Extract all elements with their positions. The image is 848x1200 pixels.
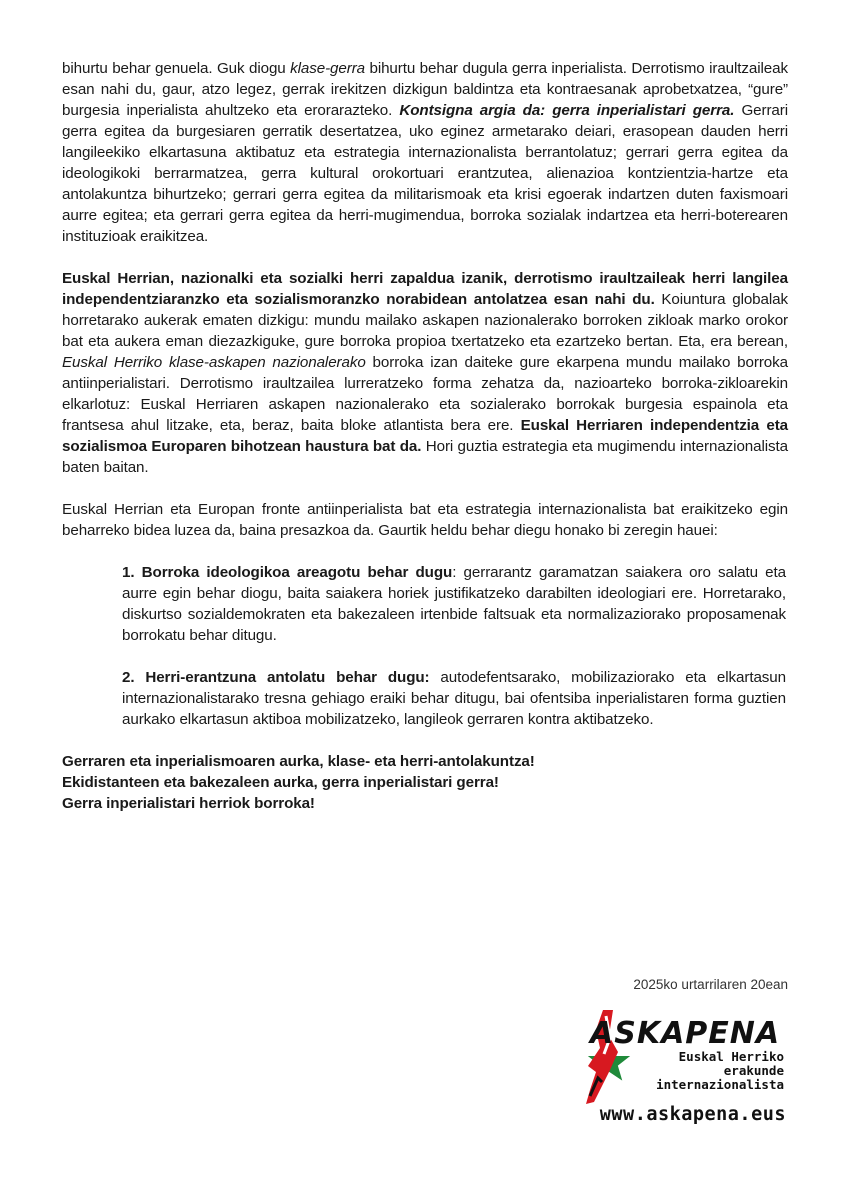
logo-wordmark: ASKAPENA <box>590 1016 781 1051</box>
website-link[interactable]: www.askapena.eus <box>599 1104 786 1125</box>
slogan-1: Gerraren eta inperialismoaren aurka, klase- eta herri-antolakuntza! <box>62 753 535 770</box>
slogan-3: Gerra inperialistari herriok borroka! <box>62 795 315 812</box>
task-item-1: 1. Borroka ideologikoa areagotu behar dugu: gerrarantz garamatzan saiakera oro salatu eta aurre egin behar diogu, baita saiakera horiek justifikatzeko darabilten ideologiari ere. Horretarako, diskurtso sozialdemokraten eta bakezaleen irtenbide faltsuak eta normalizaziorako proposamenak borrokatu behar ditugu. <box>122 564 786 644</box>
logo-subtitle-line-3: internazionalista <box>656 1077 784 1092</box>
paragraph-3: Euskal Herrian eta Europan fronte antiinperialista bat eta estrategia internazionalista bat eraikitzeko egin beharreko bidea luzea da, baina presazkoa da. Gaurtik heldu behar diegu honako bi zeregin hauei: <box>62 501 788 539</box>
slogan-2: Ekidistanteen eta bakezaleen aurka, gerra inperialistari gerra! <box>62 774 499 791</box>
logo-subtitle-line-2: erakunde <box>723 1063 784 1078</box>
paragraph-2: Euskal Herrian, nazionalki eta sozialki herri zapaldua izanik, derrotismo iraultzaileak herri langilea independentziaranzko eta sozialismoranzko norabidean antolatzea esan nahi du. Koiuntura globalak horretarako aukerak ematen dizkigu: mundu mailako askapen nazionalerako borroken zikloak marko orokor bat eta aukera eman diezazkiguke, gure borroka propioa txertatzeko eta ezartzeko bertan. Eta, era berean, Euskal Herriko klase-askapen nazionalerako borroka izan daiteke gure ekarpena mundu mailako borroka antiinperialistari. Derrotismo iraultzailea lurreratzeko forma zehatza da, nazioarteko borroka-zikloarekin elkarlotuz: Euskal Herriaren askapen nazionalerako eta sozialerako borrokak burgesia espainola eta frantsesa ahul litzake, eta, beraz, baita bloke atlantista bera ere. Euskal Herriaren independentzia eta sozialismoa Europaren bihotzean haustura bat da. Hori guztia estrategia eta mugimendu internazionalista baten baitan. <box>62 270 788 476</box>
task-list <box>122 562 786 730</box>
closing-slogans <box>62 751 788 814</box>
logo-subtitle-line-1: Euskal Herriko <box>678 1049 784 1064</box>
document-body <box>62 58 788 814</box>
task-item-2: 2. Herri-erantzuna antolatu behar dugu: autodefentsarako, mobilizaziorako eta elkartasun internazionalistarako tresna gehiago eraiki behar ditugu, bai ofentsiba inperialistaren forma guztien aurkako elkartasun aktiboa mobilizatzeko, langileok gerraren kontra aktibatzeko. <box>122 669 786 728</box>
paragraph-1: bihurtu behar genuela. Guk diogu klase-gerra bihurtu behar dugula gerra inperialista. Derrotismo iraultzaileak esan nahi du, gaur, atzo legez, gerrak irekitzen dizkigun baldintza eta kontraesanak aprobetxatzea, “gure” burgesia inperialista ahultzeko eta erorarazteko. Kontsigna argia da: gerra inperialistari gerra. Gerrari gerra egitea da burgesiaren gerratik desertatzea, uko eginez armetarako deiari, erasopean dauden herri langileekiko elkartasuna aktibatuz eta estrategia internazionalista berrantolatuz; gerrari gerra egitea da ideologikoki berrarmatzea, gerra kultural orokortuari erantzutea, alienazioa kontzientzia-hartze eta antolakuntza bihurtzeko; gerrari gerra egitea da militarismoak eta krisi egoerak indartzen duten faxismoari aurre egitea; eta gerrari gerra egitea da herri-mugimendua, borroka sozialak indartzea eta herri-boterearen instituzioak eraikitzea. <box>62 60 789 245</box>
document-date: 2025ko urtarrilaren 20ean <box>633 977 788 992</box>
